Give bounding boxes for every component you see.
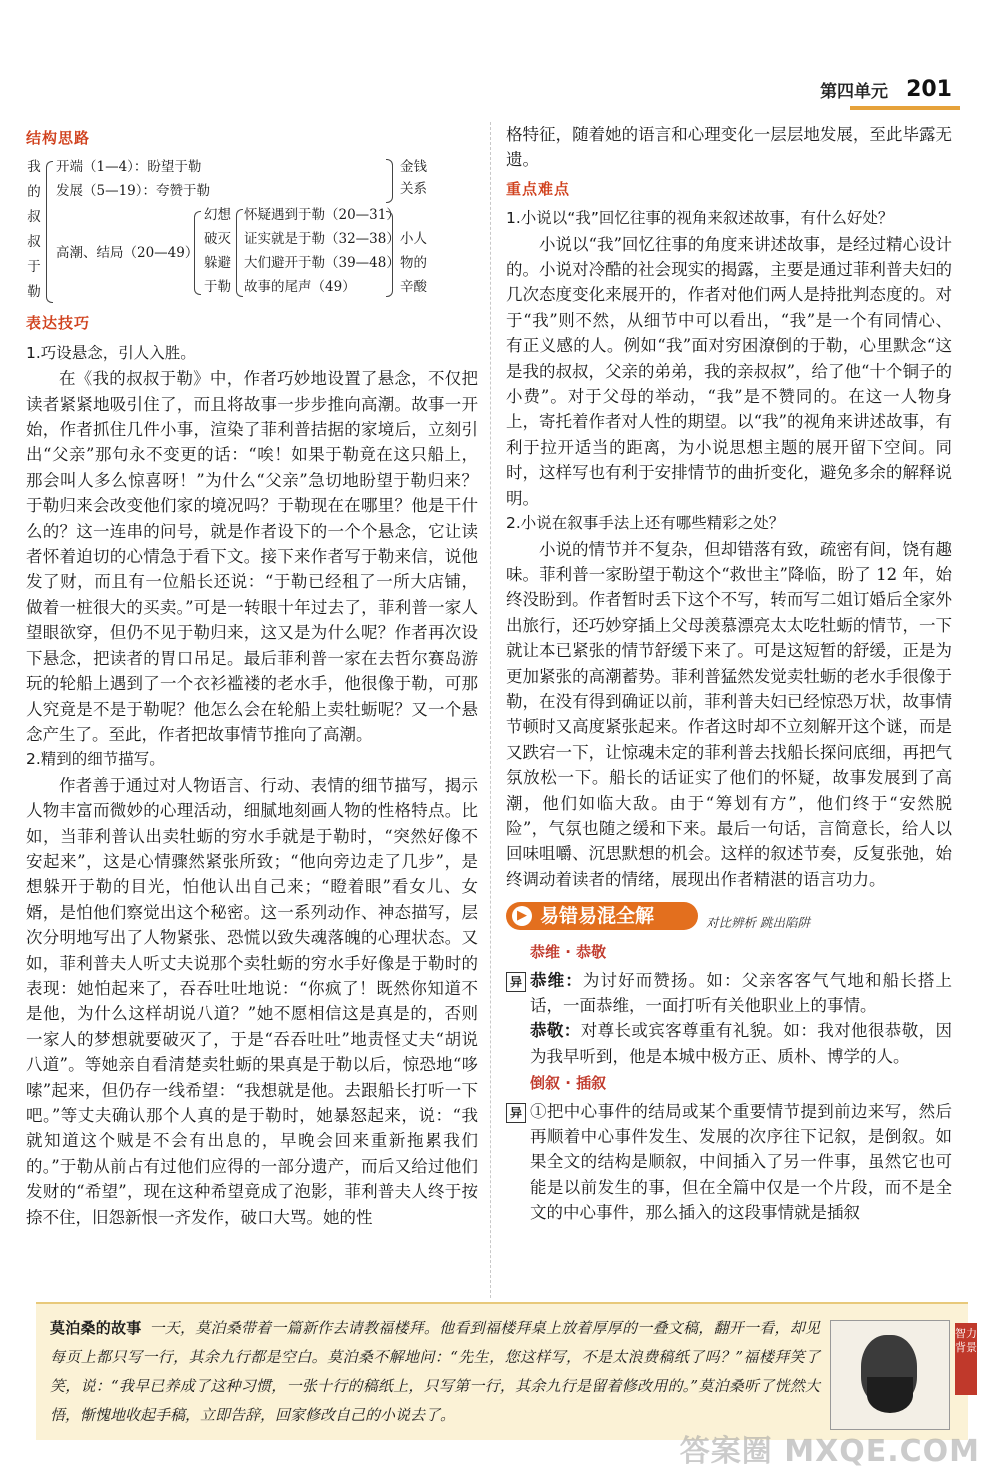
diagram-left-char: 勒 <box>27 284 41 301</box>
entry-gongwei <box>506 968 952 1070</box>
watermark: 答案圈 MXQE.COM <box>679 1434 980 1469</box>
structure-title: 结构思路 <box>26 129 91 147</box>
key-question-2: 2.小说在叙事手法上还有哪些精彩之处？ <box>506 514 785 533</box>
diagram-left-char: 的 <box>27 184 41 201</box>
structure-diagram <box>26 155 478 307</box>
diagram-sub-item: 怀疑遇到于勒（20—31） <box>244 207 400 224</box>
diagram-right-label: 金钱 <box>400 159 427 176</box>
group-title-gongwei: 恭维 · 恭敬 <box>530 943 607 962</box>
diagram-branch-3: 高潮、结局（20—49） <box>56 245 199 262</box>
key-paragraph-2: 小说的情节并不复杂，但却错落有致，疏密有间，饶有趣味。菲利普一家盼望于勒这个“救世主”降临，盼了 12 年，始终没盼到。作者暂时丢下这个不写，转而写二姐订婚后全家外出旅行，还巧妙穿插上父母羡慕漂亮太太吃牡蛎的情节，一下就让本已紧张的情节舒缓下来了。可是这短暂的舒缓，正是为更加紧张的高潮蓄势。菲利普猛然发觉卖牡蛎的老水手很像于勒，在没有得到确证以前，菲利普夫妇已经惊恐万状，故事情节顿时又高度紧张起来。作者这时却不立刻解开这个谜，而是又跌宕一下，让惊魂未定的菲利普去找船长探问底细，再把气氛放松一下。船长的话证实了他们的怀疑，故事发展到了高潮，他们如临大敌。由于“筹划有方”，他们终于“安然脱险”，气氛也随之缓和下来。最后一句话，言简意长，给人以回味咀嚼、沉思默想的机会。这样的叙述节奏，反复张弛，始终调动着读者的情绪，展现出作者精湛的语言功力。 <box>506 539 952 889</box>
diagram-right-label: 关系 <box>400 181 427 198</box>
page-number: 201 <box>906 76 952 102</box>
diagram-branch-2: 发展（5—19）：夸赞于勒 <box>56 183 211 200</box>
term-gongwei: 恭维： <box>530 970 583 990</box>
story-text-block <box>50 1314 820 1430</box>
diagram-left-char: 叔 <box>27 234 41 251</box>
skills-title: 表达技巧 <box>26 314 91 333</box>
entry-daoxu <box>506 1099 952 1226</box>
diagram-brace-items <box>236 209 243 297</box>
yicuo-banner <box>506 900 952 934</box>
megaphone-icon: ▶ <box>512 906 532 926</box>
yi-badge: 异 <box>506 1103 526 1123</box>
diagram-right-label: 小人 <box>400 231 427 248</box>
yicuo-pill <box>506 902 698 930</box>
diagram-right-label: 辛酸 <box>400 279 427 296</box>
column-divider <box>490 122 491 1298</box>
skills-question-1: 1.巧设悬念，引人入胜。 <box>26 343 196 362</box>
left-column <box>26 122 478 1230</box>
diagram-sub-item: 证实就是于勒（32—38） <box>244 231 400 248</box>
right-column <box>506 122 952 1226</box>
group-title-daoxu: 倒叙 · 插叙 <box>530 1074 607 1093</box>
diagram-sub-label: 于勒 <box>204 279 231 296</box>
diagram-left-char: 叔 <box>27 209 41 226</box>
diagram-brace-main <box>46 161 53 303</box>
skills-paragraph-2: 作者善于通过对人物语言、行动、表情的细节描写，揭示人物丰富而微妙的心理活动，细腻地刻画人物的性格特点。比如，当菲利普认出卖牡蛎的穷水手就是于勒时，“突然好像不安起来”，这是心情骤然紧张所致；“他向旁边走了几步”，是想躲开于勒的目光，怕他认出自己来；“瞪着眼”看女儿、女婿，是怕他们察觉出这个秘密。这一系列动作、神态描写，层次分明地写出了人物紧张、恐慌以致失魂落魄的心理状态。又如，菲利普夫人听丈夫说那个卖牡蛎的穷水手好像是于勒时的表现：她怕起来了，吞吞吐吐地说：“你疯了！既然你知道不是他，为什么这样胡说八道？”她不愿相信这是真是的，否则一家人的梦想就要破灭了，于是“吞吞吐吐”地责怪丈夫“胡说八道”。等她亲自看清楚卖牡蛎的果真是于勒以后，惊恐地“哆嗦”起来，但仍存一线希望：“我想就是他。去跟船长打听一下吧。”等丈夫确认那个人真的是于勒时，她暴怒起来，说：“我就知道这个贼是不会有出息的，早晚会回来重新拖累我们的。”于勒从前占有过他们应得的一部分遗产，而后又给过他们发财的“希望”，现在这种希望竟成了泡影，菲利普夫人终于按捺不住，旧怨新恨一齐发作，破口大骂。她的性 <box>26 775 478 1227</box>
term-gongjing: 恭敬： <box>530 1021 581 1041</box>
diagram-sub-label: 躲避 <box>204 255 231 272</box>
diagram-branch-1: 开端（1—4）：盼望于勒 <box>56 159 202 176</box>
story-text: 一天，莫泊桑带着一篇新作去请教福楼拜。他看到福楼拜桌上放着厚厚的一叠文稿，翻开一看，却见每页上都只写一行，其余九行都是空白。莫泊桑不解地问：“先生，您这样写，不是太浪费稿纸了吗？”福楼拜笑了笑，说：“我早已养成了这种习惯，一张十行的稿纸上，只写第一行，其余九行是留着修改用的。”莫泊桑听了恍然大悟，惭愧地收起手稿，立即告辞，回家修改自己的小说去了。 <box>50 1319 820 1424</box>
diagram-sub-label: 破灭 <box>204 231 231 248</box>
portrait-beard <box>867 1377 913 1413</box>
story-title: 莫泊桑的故事 <box>50 1319 142 1337</box>
diagram-right-label: 物的 <box>400 255 427 272</box>
side-tag: 智力背景 <box>955 1323 977 1395</box>
continued-paragraph: 格特征，随着她的语言和心理变化一层层地发展，至此毕露无遗。 <box>506 125 952 170</box>
maupassant-portrait <box>830 1320 977 1430</box>
diagram-left-char: 我 <box>27 159 41 176</box>
diagram-sub-item: 大们避开于勒（39—48） <box>244 255 400 272</box>
diagram-sub-item: 故事的尾声（49） <box>244 279 356 296</box>
key-paragraph-1: 小说以“我”回忆往事的角度来讲述故事，是经过精心设计的。小说对冷酷的社会现实的揭露，主要是通过菲利普夫妇的几次态度变化来展开的，作者对他们两人是持批判态度的。对于“我”则不然，从细节中可以看出，“我”是一个有同情心、有正义感的人。例如“我”面对穷困潦倒的于勒，心里默念“这是我的叔叔，父亲的弟弟，我的亲叔叔”，给了他“十个铜子的小费”。对于父母的举动，“我”是不赞同的。在这一人物身上，寄托着作者对人性的期望。以“我”的视角来讲述故事，有利于拉开适当的距离，为小说思想主题的展开留下空间。同时，这样写也有利于安排情节的曲折变化，避免多余的解释说明。 <box>506 234 952 508</box>
def-gongwei: 为讨好而赞扬。如：父亲客客气气地和船长搭上话，一面恭维，一面打听有关他职业上的事情。 <box>530 970 953 1015</box>
yi-badge: 异 <box>506 972 526 992</box>
unit-label: 第四单元 <box>820 81 889 102</box>
def-gongjing: 对尊长或宾客尊重有礼貌。如：我对他很恭敬，因为我早听到，他是本城中极方正、质朴、博学的人。 <box>530 1021 952 1066</box>
diagram-brace-right-bottom <box>386 211 393 297</box>
diagram-sub-label: 幻想 <box>204 207 231 224</box>
diagram-brace-right-top <box>386 159 393 203</box>
skills-paragraph-1: 在《我的叔叔于勒》中，作者巧妙地设置了悬念，不仅把读者紧紧地吸引住了，而且将故事一步步推向高潮。故事一开始，作者抓住几件小事，渲染了菲利普拮据的家境后，立刻引出“父亲”那句永不变更的话：“唉！如果于勒竟在这只船上，那会叫人多么惊喜呀！”为什么“父亲”急切地盼望于勒归来？于勒归来会改变他们家的境况吗？于勒现在在哪里？他是干什么的？这一连串的问号，就是作者设下的一个个悬念，它让读者怀着迫切的心情急于看下文。接下来作者写于勒来信，说他发了财，而且有一位船长还说：“于勒已经租了一所大店铺，做着一桩很大的买卖。”可是一转眼十年过去了，菲利普一家人望眼欲穿，但仍不见于勒归来，这又是为什么呢？作者再次设下悬念，把读者的胃口吊足。最后菲利普一家在去哲尔赛岛游玩的轮船上遇到了一个衣衫褴褛的老水手，他很像于勒，可那人究竟是不是于勒呢？他怎么会在轮船上卖牡蛎呢？又一个悬念产生了。至此，作者把故事情节推向了高潮。 <box>26 369 478 744</box>
background-story-box <box>36 1302 977 1440</box>
key-question-1: 1.小说以“我”回忆往事的视角来叙述故事，有什么好处？ <box>506 209 894 228</box>
header-accent-bar <box>850 106 960 110</box>
def-daoxu: ①把中心事件的结局或某个重要情节提到前边来写，然后再顺着中心事件发生、发展的次序往下记叙，是倒叙。如果全文的结构是顺叙，中间插入了另一件事，虽然它也可能是以前发生的事，但在全篇中仅是一个片段，而不是全文的中心事件，那么插入的这段事情就是插叙 <box>530 1101 952 1223</box>
skills-question-2: 2.精到的细节描写。 <box>26 750 165 769</box>
diagram-brace-sub <box>194 211 201 295</box>
yicuo-title: 易错易混全解 <box>540 905 655 928</box>
yicuo-subtitle: 对比辨析 跳出陷阱 <box>706 915 810 931</box>
page-header <box>820 72 952 106</box>
diagram-left-char: 于 <box>27 259 41 276</box>
key-points-title: 重点难点 <box>506 179 571 198</box>
